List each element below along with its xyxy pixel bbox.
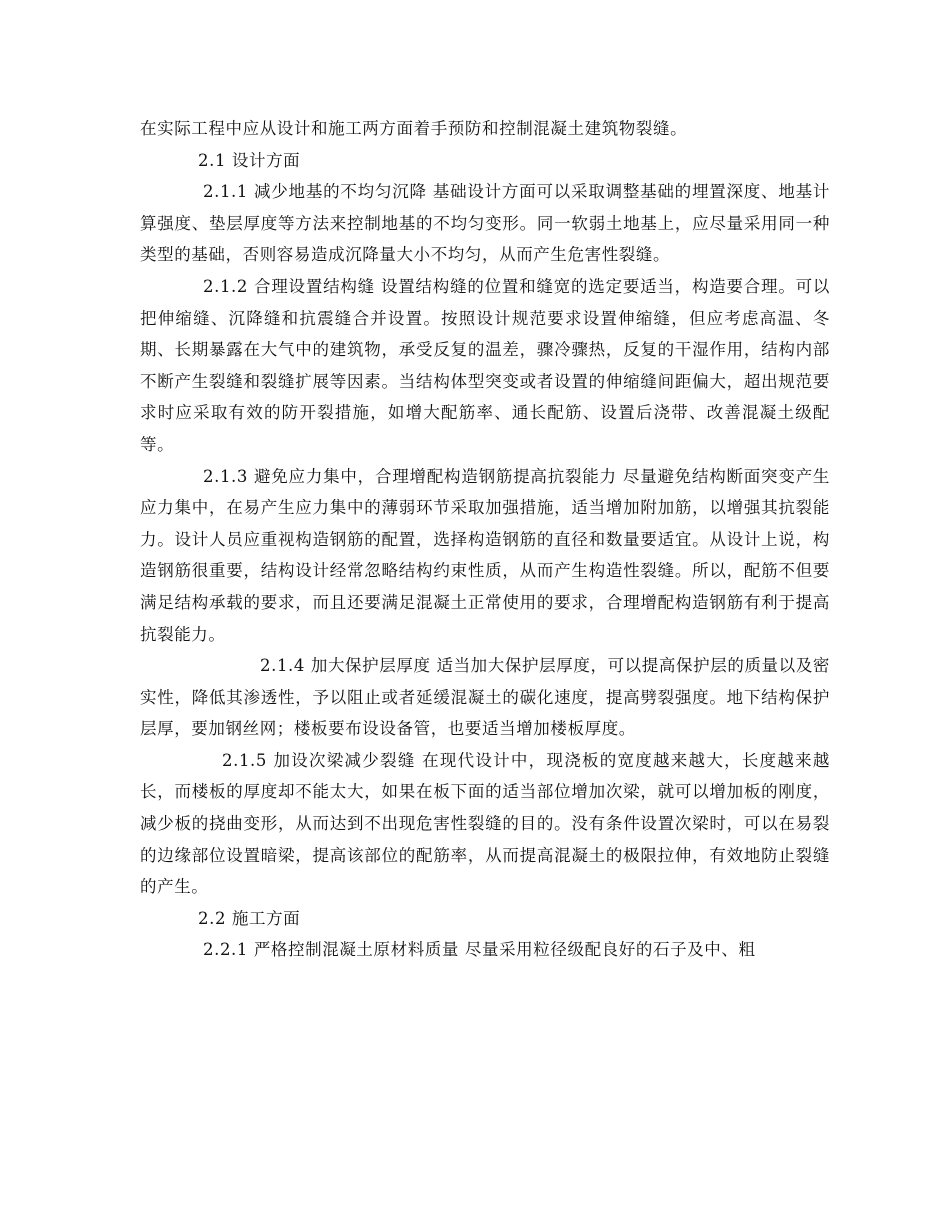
paragraph-2-1-4: 2.1.4 加大保护层厚度 适当加大保护层厚度，可以提高保护层的质量以及密实性，降低其渗透性，予以阻止或者延缓混凝土的碳化速度，提高劈裂强度。地下结构保护层厚，要加钢丝网；楼板要布设设备管，也要适当增加楼板厚度。 [140, 656, 830, 739]
section-heading-2-1: 2.1 设计方面 [198, 150, 301, 170]
paragraph-2-2-1: 2.2.1 严格控制混凝土原材料质量 尽量采用粒径级配良好的石子及中、粗 [203, 940, 756, 960]
paragraph-2-1-1: 2.1.1 减少地基的不均匀沉降 基础设计方面可以采取调整基础的埋置深度、地基计算强度、垫层厚度等方法来控制地基的不均匀变形。同一软弱土地基上，应尽量采用同一种类型的基础，否则容易造成沉降量大小不均匀，从而产生危害性裂缝。 [140, 182, 830, 265]
intro-paragraph: 在实际工程中应从设计和施工两方面着手预防和控制混凝土建筑物裂缝。 [140, 119, 688, 138]
paragraph-2-1-3: 2.1.3 避免应力集中，合理增配构造钢筋提高抗裂能力 尽量避免结构断面突变产生应力集中，在易产生应力集中的薄弱环节采取加强措施，适当增加附加筋，以增强其抗裂能力。设计人员应重视构造钢筋的配置，选择构造钢筋的直径和数量要适宜。从设计上说，构造钢筋很重要，结构设计经常忽略结构约束性质，从而产生构造性裂缝。所以，配筋不但要满足结构承载的要求，而且还要满足混凝土正常使用的要求，合理增配构造钢筋有利于提高抗裂能力。 [140, 466, 830, 644]
section-heading-2-2: 2.2 施工方面 [198, 908, 301, 928]
document-body [140, 113, 830, 966]
paragraph-2-1-5: 2.1.5 加设次梁减少裂缝 在现代设计中，现浇板的宽度越来越大，长度越来越长，而楼板的厚度却不能太大，如果在板下面的适当部位增加次梁，就可以增加板的刚度，减少板的挠曲变形，从而达到不出现危害性裂缝的目的。没有条件设置次梁时，可以在易裂的边缘部位设置暗梁，提高该部位的配筋率，从而提高混凝土的极限拉伸，有效地防止裂缝的产生。 [140, 750, 830, 897]
paragraph-2-1-2: 2.1.2 合理设置结构缝 设置结构缝的位置和缝宽的选定要适当，构造要合理。可以把伸缩缝、沉降缝和抗震缝合并设置。按照设计规范要求设置伸缩缝，但应考虑高温、冬期、长期暴露在大气中的建筑物，承受反复的温差，骤冷骤热，反复的干湿作用，结构内部不断产生裂缝和裂缝扩展等因素。当结构体型突变或者设置的伸缩缝间距偏大，超出规范要求时应采取有效的防开裂措施，如增大配筋率、通长配筋、设置后浇带、改善混凝土级配等。 [140, 276, 830, 454]
